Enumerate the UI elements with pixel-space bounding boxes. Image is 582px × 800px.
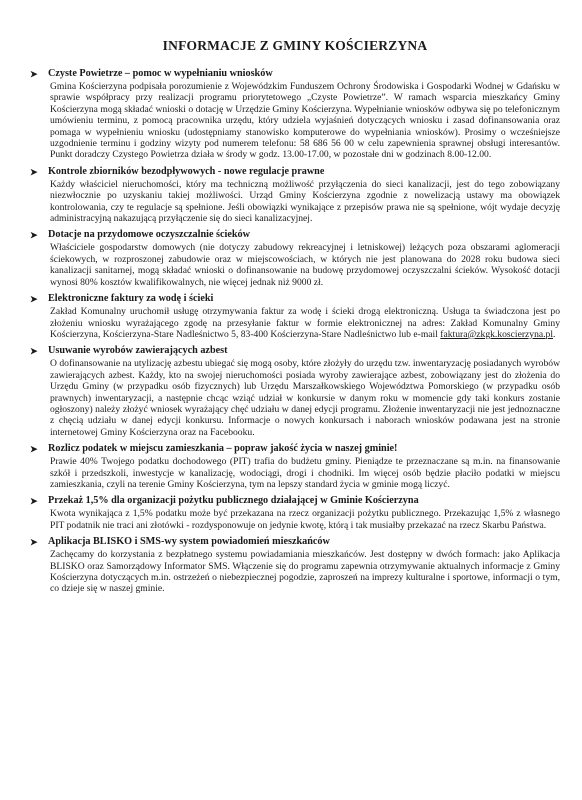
section-dotacje-oczyszczalnie <box>30 229 560 288</box>
section-body: Prawie 40% Twojego podatku dochodowego (PIT) trafia do budżetu gminy. Pieniądze te przeznaczane są m.in. na finansowanie szkół i przedszkoli, inwestycje w kanalizację, wodociągi, drogi i chodniki. Im więcej osób będzie płaciło podatki w miejscu zamieszkania, czyli na terenie Gminy Kościerzyna, tym na lepszy standard życia w gminie mogą liczyć. <box>50 456 560 490</box>
section-heading-text: Aplikacja BLISKO i SMS-wy system powiadomień mieszkańców <box>48 536 330 548</box>
section-body: Zachęcamy do korzystania z bezpłatnego systemu powiadamiania mieszkańców. Jest dostępny w dwóch formach: jako Aplikacja BLISKO oraz Samorządowy Informator SMS. Włączenie się do programu zapewnia otrzymywanie aktualnych informacje z Gminy Kościerzyna dotyczących m.in. ostrzeżeń o niebezpiecznej pogodzie, zaproszeń na imprezy kulturalne i sportowe, informacji o tym, co dzieje się w naszej gminie. <box>50 549 560 595</box>
section-heading-text: Rozlicz podatek w miejscu zamieszkania – popraw jakość życia w naszej gminie! <box>48 443 398 455</box>
section-heading <box>30 166 560 178</box>
section-rozlicz-podatek <box>30 443 560 490</box>
section-heading <box>30 229 560 241</box>
arrow-bullet-icon: ➤ <box>30 230 38 241</box>
section-heading-text: Przekaż 1,5% dla organizacji pożytku publicznego działającej w Gminie Kościerzyna <box>48 495 419 507</box>
section-heading-text: Kontrole zbiorników bezodpływowych - nowe regulacje prawne <box>48 165 325 177</box>
section-heading <box>30 443 560 455</box>
page-title: INFORMACJE Z GMINY KOŚCIERZYNA <box>162 38 428 53</box>
arrow-bullet-icon: ➤ <box>30 166 38 177</box>
section-azbest <box>30 345 560 438</box>
section-kontrole-zbiornikow <box>30 166 560 225</box>
section-aplikacja-blisko <box>30 536 560 595</box>
arrow-bullet-icon: ➤ <box>30 537 38 548</box>
section-body-tail: . <box>553 328 556 340</box>
arrow-bullet-icon: ➤ <box>30 69 38 79</box>
section-heading-text: Dotacje na przydomowe oczyszczalnie ścieków <box>48 229 250 241</box>
section-heading-text: Czyste Powietrze – pomoc w wypełnianiu wniosków <box>48 68 273 79</box>
section-body: Kwota wynikająca z 1,5% podatku może być przekazana na rzecz organizacji pożytku publicznego. Przekazując 1,5% z własnego PIT podatnik nie traci ani złotówki - rozdysponowuje on jedynie kwotę, którą i tak musiałby przekazać na rzecz Skarbu Państwa. <box>50 508 560 531</box>
section-heading <box>30 293 560 305</box>
section-body: Gmina Kościerzyna podpisała porozumienie z Wojewódzkim Funduszem Ochrony Środowiska i Gospodarki Wodnej w Gdańsku w sprawie współpracy przy realizacji programu priorytetowego „Czyste Powietrze”. W ramach wsparcia mieszkańcy Gminy Kościerzyna mogą składać wnioski o dotację w Urzędzie Gminy Kościerzyna. Wypełnianie wniosków odbywa się po telefonicznym umówieniu terminu, z pomocą pracownika urzędu, który udziela wyjaśnień dotyczących wniosku i zasad dofinansowania oraz pomaga w wypełnieniu wniosku (udostępniamy stanowisko komputerowe do wypełniania wniosków). Prosimy o wcześniejsze uzgodnienie terminu i godziny wizyty pod numerem telefonu: 58 686 56 00 w celu zapewnienia sprawnej obsługi interesantów. Punkt doradczy Czystego Powietrza działa w środy w godz. 13.00-17.00, w pozostałe dni w godzinach 8.00-12.00. <box>50 81 560 161</box>
section-heading <box>30 495 560 507</box>
arrow-bullet-icon: ➤ <box>30 444 38 455</box>
section-body: Każdy właściciel nieruchomości, który ma techniczną możliwość przyłączenia do sieci kanalizacji, jest do tego zobowiązany niezwłocznie po uzyskaniu takiej możliwości. Urząd Gminy Kościerzyna zgodnie z nowelizacją ustawy ma obowiązek kontrolowania, czy te regulacje są spełnione. Jeśli obowiązki wynikające z przepisów prawa nie są spełnione, wójt wydaje decyzję administracyjną nakazującą przyłączenie się do sieci kanalizacyjnej. <box>50 178 560 225</box>
section-heading <box>30 345 560 357</box>
arrow-bullet-icon: ➤ <box>30 496 38 507</box>
section-body-text: Zakład Komunalny uruchomił usługę otrzymywania faktur za wodę i ścieki drogą elektroniczną. Usługa ta świadczona jest po złożeniu wniosku wyrażającego zgodę na przesyłanie faktur w formie elektronicznej na adres: Zakład Komunalny Gminy Kościerzyna, Kościerzyna-Stare Nadleśnictwo 5, 83-400 Kościerzyna-Stare Nadleśnictwo lub e-mail <box>50 306 560 340</box>
section-body <box>30 306 560 340</box>
section-heading-text: Elektroniczne faktury za wodę i ścieki <box>48 293 214 305</box>
section-elektroniczne-faktury <box>30 293 560 340</box>
section-heading <box>30 536 560 548</box>
arrow-bullet-icon: ➤ <box>30 346 38 357</box>
section-heading-text: Usuwanie wyrobów zawierających azbest <box>48 345 228 357</box>
email-link[interactable]: faktura@zkgk.koscierzyna.pl <box>440 328 554 340</box>
section-heading <box>30 68 560 80</box>
section-przekaz-podatek <box>30 495 560 531</box>
section-czyste-powietrze <box>30 68 560 161</box>
section-body: O dofinansowanie na utylizację azbestu ubiegać się mogą osoby, które złożyły do urzędu tzw. inwentaryzację posiadanych wyrobów zawierających azbest. Każdy, kto na swojej nieruchomości posiada wyroby zawierające azbest, zobowiązany jest do złożenia do Urzędu Gminy (w przypadku osób fizycznych) lub Urzędu Marszałkowskiego Województwa Pomorskiego (w przypadku osób prawnych) inwentaryzacji, a następnie chcąc wziąć udział w konkursie w danym roku w momencie gdy taki konkurs zostanie ogłoszony) należy złożyć wniosek wyrażający chęć udziału w danej edycji programu. Złożenie inwentaryzacji nie jest jednoznaczne z chęcią udziału w danej edycji konkursu. Informacje o nowych konkursach i naborach wniosków podawana jest na stronie internetowej Gminy Kościerzyna oraz na Facebooku. <box>50 358 560 438</box>
arrow-bullet-icon: ➤ <box>30 294 38 305</box>
section-body: Właściciele gospodarstw domowych (nie dotyczy zabudowy rekreacyjnej i letniskowej) leżących poza obszarami aglomeracji ściekowych, w rozproszonej zabudowie oraz w miejscowościach, w których nie jest planowana do 2028 roku budowa sieci kanalizacji sanitarnej, mogą składać wnioski o dofinansowanie na budowę przydomowej oczyszczalni ścieków. Wysokość dotacji wynosi 80% kosztów kwalifikowalnych, nie więcej jednak niż 9000 zł. <box>50 242 560 288</box>
